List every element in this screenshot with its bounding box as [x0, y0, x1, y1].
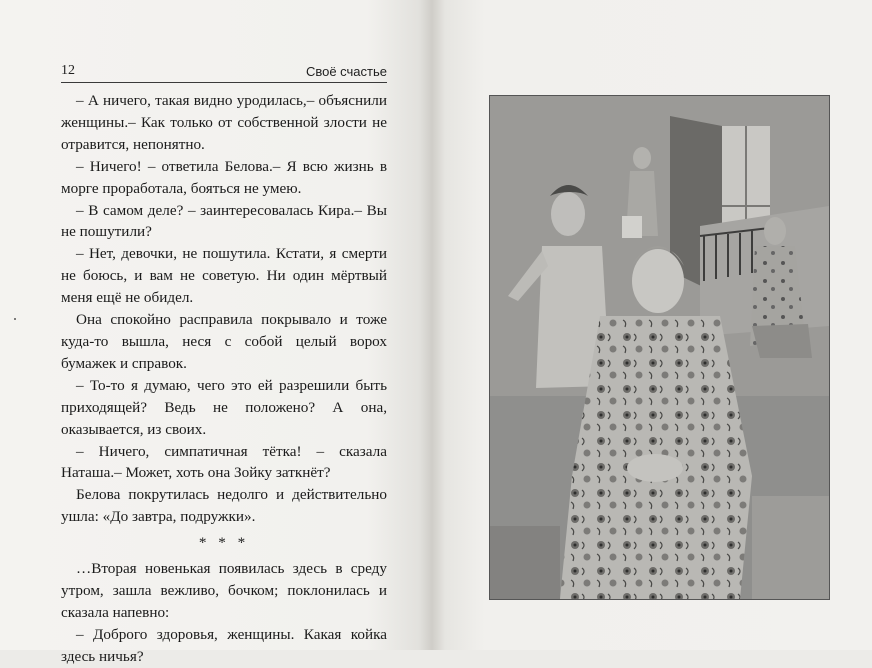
paper-speck — [14, 318, 16, 320]
illustration-drawing — [490, 96, 829, 599]
section-separator: * * * — [198, 534, 250, 552]
left-page — [0, 0, 432, 665]
paragraph: Белова покрутилась недолго и действительно ушла: «До завтра, подружки». — [61, 486, 387, 526]
page-number: 12 — [61, 63, 75, 78]
paragraph: …Вторая новенькая появилась здесь в среду утром, зашла вежливо, бочком; поклонилась и сказала напевно: — [61, 560, 387, 621]
running-head — [61, 62, 387, 83]
paragraph: – Ничего, симпатичная тётка! – сказала Наташа.– Может, хоть она Зойку заткнёт? — [61, 442, 387, 482]
paragraph: – Ничего! – ответила Белова.– Я всю жизнь в морге проработала, бояться не умею. — [61, 157, 387, 197]
paragraph: – То-то я думаю, чего это ей разрешили быть приходящей? Ведь не положено? А она, оказывается, из своих. — [61, 376, 387, 438]
text-block — [61, 90, 387, 668]
illustration — [489, 95, 830, 600]
running-title: Своё счастье — [305, 64, 387, 79]
paragraph: – Доброго здоровья, женщины. Какая койка здесь ничья? — [61, 625, 387, 665]
paragraph: – Нет, девочки, не пошутила. Кстати, я смерти не боюсь, и вам не советую. Ни один мёртвый меня ещё не обидел. — [61, 245, 387, 307]
paragraph: – А ничего, такая видно уродилась,– объяснили женщины.– Как только от собственной злости не отравится, непонятно. — [61, 92, 387, 153]
paragraph: Она спокойно расправила покрывало и тоже куда-то вышла, неся с собой целый ворох бумажек и справок. — [61, 311, 387, 372]
paragraph: – В самом деле? – заинтересовалась Кира.– Вы не пошутили? — [61, 201, 387, 241]
old-woman-face — [632, 249, 684, 313]
